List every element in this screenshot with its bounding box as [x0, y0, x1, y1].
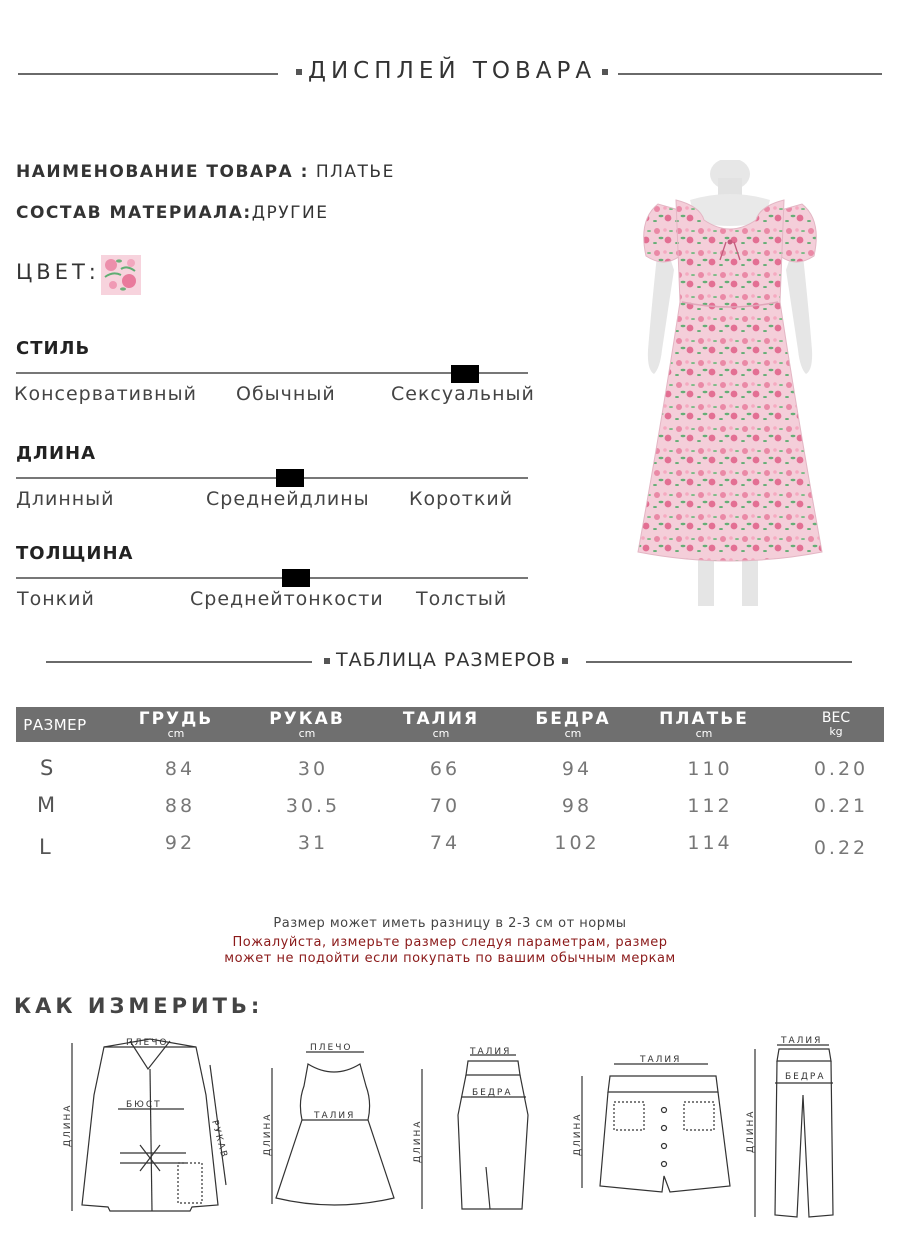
style-scale-marker — [451, 365, 479, 383]
size-note: Размер может иметь разницу в 2-3 см от нормы — [273, 916, 627, 931]
header-sleeve: РУКАВ cm — [269, 709, 345, 740]
thickness-scale-marker — [282, 569, 310, 587]
pants-diagram — [745, 1035, 855, 1225]
how-to-measure-title: КАК ИЗМЕРИТЬ: — [14, 994, 264, 1018]
header-size: РАЗМЕР — [23, 716, 87, 734]
table-cell: 74 — [429, 832, 461, 854]
table-cell: 110 — [687, 758, 733, 780]
length-scale-label: ДЛИНА — [16, 443, 97, 464]
thickness-scale-line — [16, 577, 528, 579]
table-cell: 94 — [561, 758, 593, 780]
size-title-rule-right — [586, 661, 852, 663]
style-option-normal: Обычный — [236, 383, 336, 405]
skirt-hips-label: БЕДРА — [472, 1088, 513, 1098]
style-option-conservative: Консервативный — [14, 383, 197, 405]
table-cell: 30.5 — [285, 795, 341, 817]
table-cell: 0.20 — [813, 758, 869, 780]
color-swatch — [101, 255, 141, 295]
skirt-length-label: ДЛИНА — [413, 1119, 423, 1163]
dress-length-label: ДЛИНА — [263, 1112, 273, 1156]
jacket-bust-label: БЮСТ — [126, 1100, 162, 1110]
thickness-scale-label: ТОЛЩИНА — [16, 543, 134, 564]
thickness-option-medium: Среднейтонкости — [190, 588, 384, 610]
pants-waist-label: ТАЛИЯ — [781, 1036, 823, 1046]
header-bust: ГРУДЬ cm — [138, 709, 214, 740]
length-scale-line — [16, 477, 528, 479]
shorts-diagram — [570, 1050, 740, 1210]
product-color: ЦВЕТ: — [16, 260, 100, 284]
length-option-medium: Среднейдлины — [206, 488, 370, 510]
display-title: ДИСПЛЕЙ ТОВАРА — [290, 58, 614, 84]
table-cell: 112 — [687, 795, 733, 817]
table-cell: 31 — [297, 832, 329, 854]
jacket-shoulder-label: ПЛЕЧО — [126, 1038, 169, 1048]
jacket-sleeve-label: РУКАВ — [209, 1119, 230, 1161]
table-cell: 102 — [554, 832, 600, 854]
shorts-length-label: ДЛИНА — [573, 1112, 583, 1156]
thickness-option-thick: Толстый — [416, 588, 508, 610]
size-title-rule-left — [46, 661, 312, 663]
skirt-diagram — [412, 1045, 552, 1220]
style-scale-label: СТИЛЬ — [16, 338, 91, 359]
table-cell: 30 — [297, 758, 329, 780]
length-option-long: Длинный — [16, 488, 115, 510]
table-cell: 114 — [687, 832, 733, 854]
table-cell: 0.22 — [813, 837, 869, 859]
product-name: НАИМЕНОВАНИЕ ТОВАРА : ПЛАТЬЕ — [16, 162, 395, 182]
header-dress: ПЛАТЬЕ cm — [659, 709, 749, 740]
table-row-size: M — [37, 793, 56, 817]
thickness-option-thin: Тонкий — [17, 588, 95, 610]
table-cell: 0.21 — [813, 795, 869, 817]
header-hips: БЕДРА cm — [535, 709, 611, 740]
table-cell: 66 — [429, 758, 461, 780]
skirt-waist-label: ТАЛИЯ — [470, 1047, 512, 1057]
measure-warning-line2: может не подойти если покупать по вашим обычным меркам — [224, 951, 676, 966]
size-table-title: ТАБЛИЦА РАЗМЕРОВ — [318, 649, 574, 671]
title-rule-left — [18, 73, 278, 75]
table-cell: 98 — [561, 795, 593, 817]
style-option-sexy: Сексуальный — [391, 383, 535, 405]
measure-warning-line1: Пожалуйста, измерьте размер следуя параметрам, размер — [232, 935, 668, 950]
jacket-length-label: ДЛИНА — [63, 1103, 73, 1147]
product-material: СОСТАВ МАТЕРИАЛА:ДРУГИЕ — [16, 203, 329, 223]
jacket-diagram — [60, 1035, 250, 1220]
length-scale-marker — [276, 469, 304, 487]
table-cell: 88 — [164, 795, 196, 817]
dress-diagram — [262, 1040, 402, 1220]
pants-hips-label: БЕДРА — [785, 1072, 826, 1082]
table-row-size: S — [40, 756, 54, 780]
pants-length-label: ДЛИНА — [746, 1109, 756, 1153]
table-cell: 84 — [164, 758, 196, 780]
header-weight: ВЕС kg — [821, 710, 851, 738]
table-row-size: L — [39, 835, 51, 859]
length-option-short: Короткий — [409, 488, 514, 510]
table-cell: 92 — [164, 832, 196, 854]
title-rule-right — [618, 73, 882, 75]
header-waist: ТАЛИЯ cm — [402, 709, 480, 740]
dress-shoulder-label: ПЛЕЧО — [310, 1043, 353, 1053]
product-image — [630, 160, 830, 610]
shorts-waist-label: ТАЛИЯ — [640, 1055, 682, 1065]
table-cell: 70 — [429, 795, 461, 817]
dress-waist-label: ТАЛИЯ — [314, 1111, 356, 1121]
